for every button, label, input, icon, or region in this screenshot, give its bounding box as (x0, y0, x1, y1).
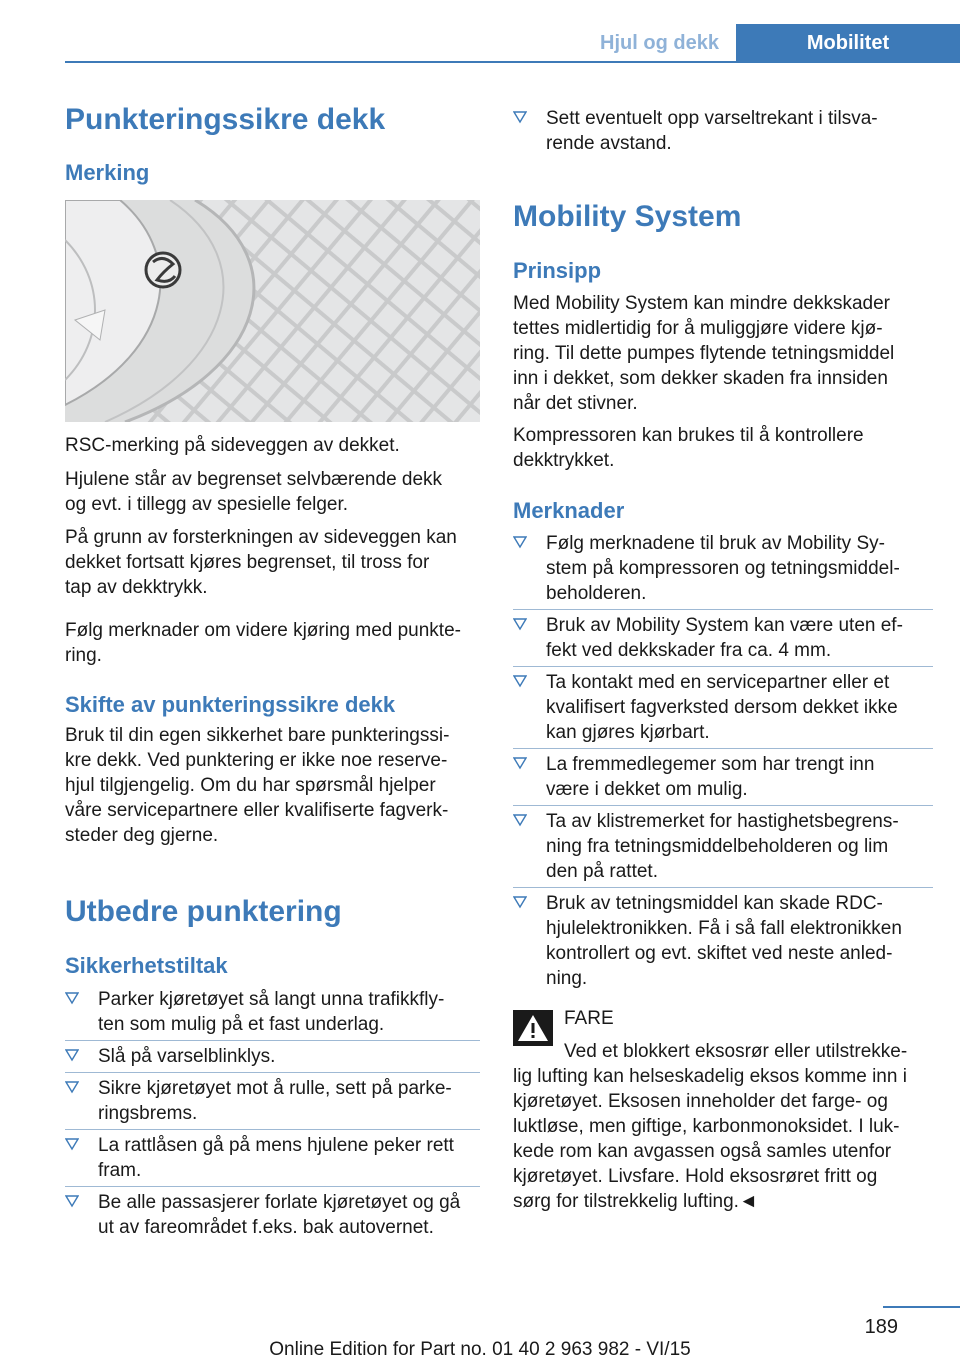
list-item-text: ringsbrems. (98, 1103, 198, 1124)
warning-text-line: lig lufting kan helseskadelig eksos komme inn i (513, 1066, 907, 1087)
bullet-triangle-icon (65, 1137, 79, 1151)
page-number: 189 (864, 1316, 898, 1338)
list-item-text: Bruk av tetningsmiddel kan skade RDC- (546, 893, 883, 914)
list-item-text: stem på kompressoren og tetningsmiddel‐ (546, 558, 900, 579)
list-item (513, 891, 933, 991)
warning-text-line: Ved et blokkert eksosrør eller utilstrekke‐ (564, 1041, 908, 1062)
list-item (513, 752, 933, 802)
warning-text-line: kede rom kan avgassen også samles utenfor (513, 1141, 892, 1162)
list-item-text: ning. (546, 968, 588, 989)
list-item-text: Ta av klistremerket for hastighetsbegrens‐ (546, 811, 899, 832)
warning-text-line: luktløse, men giftige, karbonmonoksidet. I luk‐ (513, 1116, 900, 1137)
list-separator (65, 1040, 480, 1041)
bullet-triangle-icon (513, 895, 527, 909)
list-item-text: Sett eventuelt opp varseltrekant i tilsva‐ (546, 108, 878, 129)
text-line: dekket fortsatt kjøres begrenset, til tross for (65, 552, 430, 573)
tab-hjul-og-dekk[interactable]: Hjul og dekk (583, 24, 736, 62)
list-item-text: kontrollert og evt. skiftet ved neste anled‐ (546, 943, 893, 964)
warning-triangle-icon (513, 1010, 553, 1046)
bullet-triangle-icon (65, 1080, 79, 1094)
text-line: hjul tilgjengelig. Om du har spørsmål hjelper (65, 775, 436, 796)
list-item-text: Be alle passasjerer forlate kjøretøyet og gå (98, 1192, 461, 1213)
list-item-text: ning fra tetningsmiddelbeholderen og lim (546, 836, 889, 857)
heading-notes: Merknader (513, 498, 625, 523)
bullet-triangle-icon (65, 1048, 79, 1062)
text-line: tap av dekktrykk. (65, 577, 208, 598)
list-separator (513, 805, 933, 806)
text-line: inn i dekket, som dekker skaden fra innsiden (513, 368, 888, 389)
list-item-text: være i dekket om mulig. (546, 779, 748, 800)
list-item-text: den på rattet. (546, 861, 658, 882)
text-line: når det stivner. (513, 393, 638, 414)
list-separator (513, 748, 933, 749)
list-item-text: La fremmedlegemer som har trengt inn (546, 754, 875, 775)
heading-marking: Merking (65, 160, 150, 185)
warning-text-line: sørg for tilstrekkelig lufting.◄ (513, 1191, 758, 1212)
heading-safety-measures: Sikkerhetstiltak (65, 953, 228, 978)
rsc-tire-marking-image (65, 200, 480, 422)
text-line: Hjulene står av begrenset selvbærende dekk (65, 469, 443, 490)
header-rule (65, 61, 960, 63)
text-line: ring. (65, 645, 102, 666)
list-separator (513, 887, 933, 888)
text-line: På grunn av forsterkningen av sideveggen kan (65, 527, 457, 548)
warning-text-line: kjøretøyet. Eksosen inneholder det farge- og (513, 1091, 888, 1112)
list-item-text: Sikre kjøretøyet mot å rulle, sett på parke‐ (98, 1078, 452, 1099)
list-item-text: Ta kontakt med en servicepartner eller et (546, 672, 890, 693)
text-line: kre dekk. Ved punktering er ikke noe reserve‐ (65, 750, 448, 771)
list-item-text: Slå på varselblinklys. (98, 1046, 276, 1067)
footer-edition: Online Edition for Part no. 01 40 2 963 982 - VI/15 (269, 1339, 691, 1360)
list-item (65, 1044, 480, 1069)
list-item-text: beholderen. (546, 583, 647, 604)
list-item (65, 987, 480, 1037)
bullet-triangle-icon (513, 617, 527, 631)
list-item-text: Parker kjøretøyet så langt unna trafikkfly‐ (98, 989, 445, 1010)
heading-mobility-system: Mobility System (513, 200, 742, 233)
text-line: Følg merknader om videre kjøring med punkte‐ (65, 620, 461, 641)
text-line: steder deg gjerne. (65, 825, 219, 846)
heading-runflat-tires: Punkteringssikre dekk (65, 103, 386, 136)
list-item-text: fram. (98, 1160, 142, 1181)
bullet-triangle-icon (513, 813, 527, 827)
text-line: Med Mobility System kan mindre dekkskader (513, 293, 890, 314)
list-item-text: fekt ved dekkskader fra ca. 4 mm. (546, 640, 832, 661)
bullet-triangle-icon (513, 535, 527, 549)
list-separator (65, 1072, 480, 1073)
list-item (65, 1190, 480, 1240)
text-line: Bruk til din egen sikkerhet bare punkteringssi‐ (65, 725, 450, 746)
warning-label: FARE (564, 1008, 614, 1029)
text-line: Kompressoren kan brukes til å kontrollere (513, 425, 864, 446)
list-item (513, 670, 933, 745)
list-item-text: kvalifisert fagverksted dersom dekket ikke (546, 697, 898, 718)
list-item-text: La rattlåsen gå på mens hjulene peker rett (98, 1135, 454, 1156)
bullet-triangle-icon (65, 991, 79, 1005)
list-item-text: Følg merknadene til bruk av Mobility Sy‐ (546, 533, 885, 554)
tab-mobilitet[interactable]: Mobilitet (736, 24, 960, 62)
text-line: dekktrykket. (513, 450, 615, 471)
list-item (513, 106, 933, 156)
list-item (65, 1076, 480, 1126)
list-item-text: Bruk av Mobility System kan være uten ef‐ (546, 615, 903, 636)
list-separator (513, 666, 933, 667)
bullet-triangle-icon (513, 110, 527, 124)
heading-change-runflat: Skifte av punkteringssikre dekk (65, 692, 396, 717)
heading-principle: Prinsipp (513, 258, 602, 283)
footer-rule (883, 1306, 960, 1308)
list-separator (513, 609, 933, 610)
text-line: og evt. i tillegg av spesielle felger. (65, 494, 349, 515)
list-item (513, 531, 933, 606)
text-line: våre servicepartnere eller kvalifiserte fagverk‐ (65, 800, 449, 821)
heading-repair-puncture: Utbedre punktering (65, 895, 342, 928)
list-item (513, 613, 933, 663)
list-item-text: hjulelektronikken. Få i så fall elektronikken (546, 918, 902, 939)
figure-caption: RSC-merking på sideveggen av dekket. (65, 435, 400, 456)
list-item-text: kan gjøres kjørbart. (546, 722, 710, 743)
bullet-triangle-icon (513, 674, 527, 688)
list-item (65, 1133, 480, 1183)
list-item-text: ten som mulig på et fast underlag. (98, 1014, 385, 1035)
text-line: ring. Til dette pumpes flytende tetningsmiddel (513, 343, 895, 364)
text-line: tettes midlertidig for å muliggjøre videre kjø‐ (513, 318, 883, 339)
list-item (513, 809, 933, 884)
tire-illustration (65, 200, 480, 422)
list-item-text: rende avstand. (546, 133, 672, 154)
list-separator (65, 1129, 480, 1130)
bullet-triangle-icon (513, 756, 527, 770)
warning-text-line: kjøretøyet. Livsfare. Hold eksosrøret fritt og (513, 1166, 878, 1187)
list-separator (65, 1186, 480, 1187)
list-item-text: ut av fareområdet f.eks. bak autovernet. (98, 1217, 434, 1238)
bullet-triangle-icon (65, 1194, 79, 1208)
